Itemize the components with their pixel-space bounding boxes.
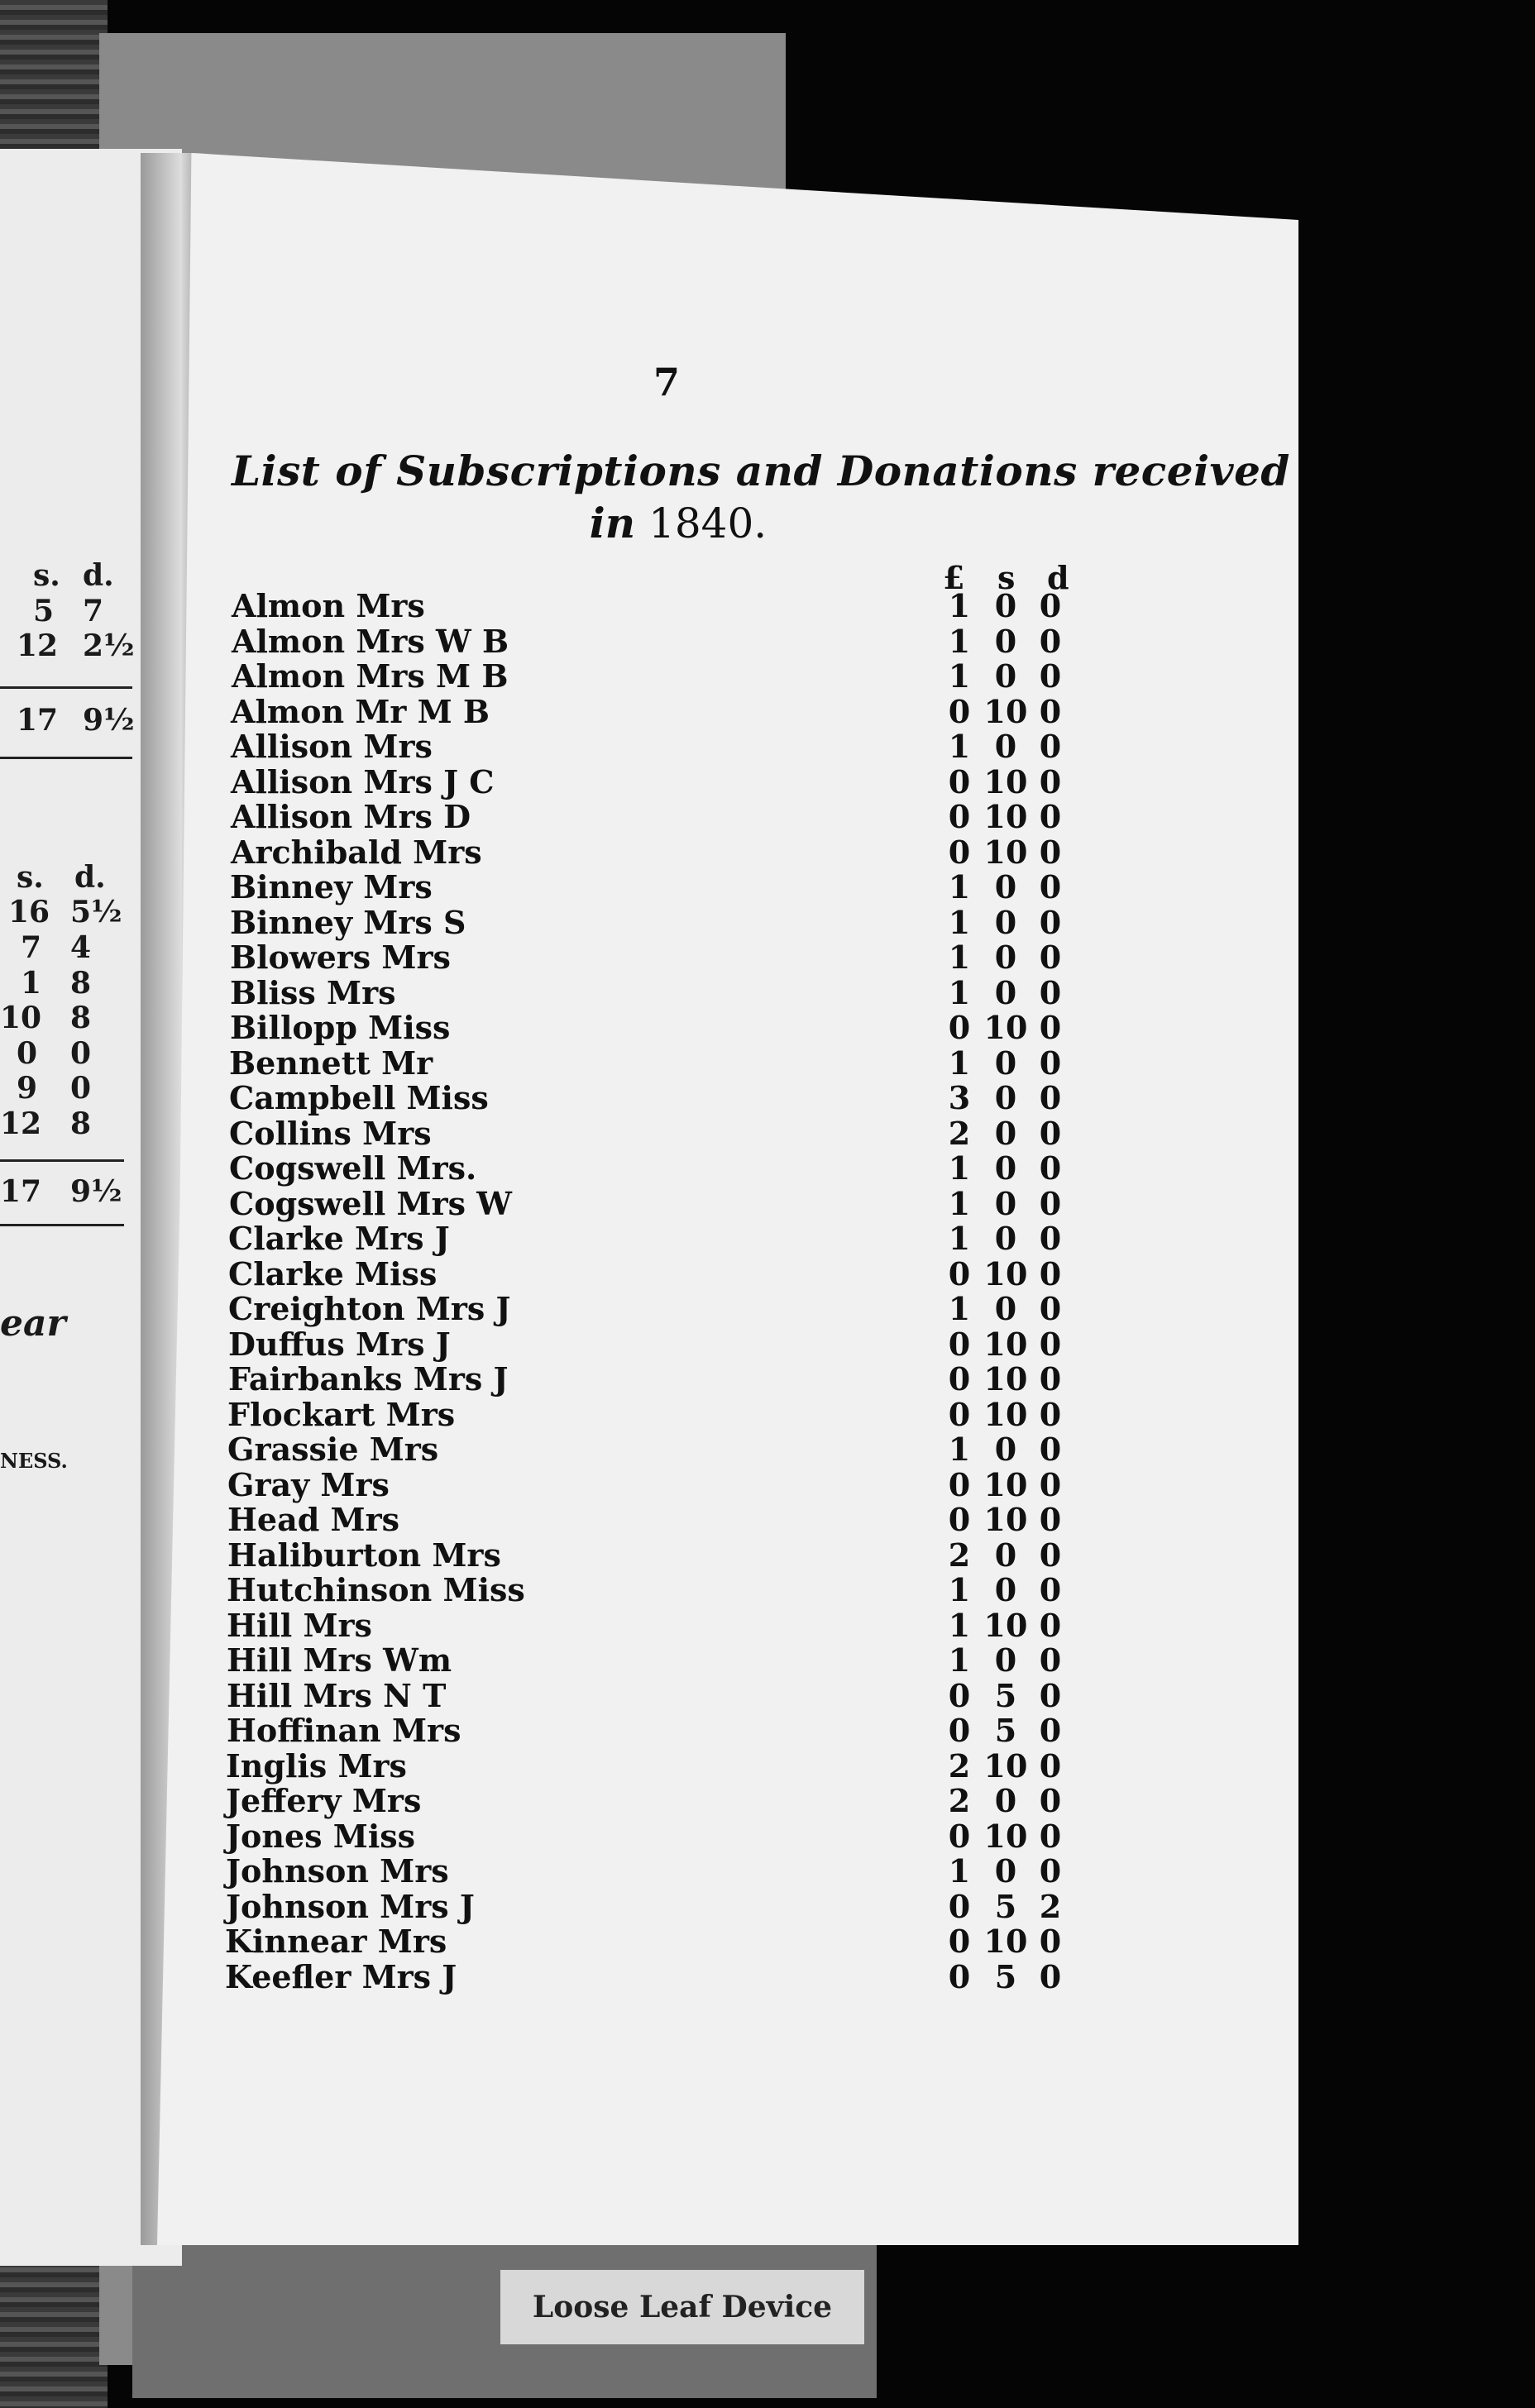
left-value-d: 5½ (70, 895, 122, 929)
amount-pounds: 0 (948, 1009, 971, 1046)
heading-in: in (589, 499, 636, 547)
amount-pence: 0 (1039, 1782, 1062, 1819)
subscriber-name: Hill Mrs Wm (227, 1641, 452, 1679)
subscription-row (215, 1712, 1125, 1747)
amount-pounds: 1 (948, 1641, 971, 1679)
subscriber-name: Cogswell Mrs W (229, 1184, 512, 1222)
amount-shillings: 0 (994, 1044, 1017, 1082)
amount-shillings: 0 (994, 939, 1017, 976)
amount-shillings: 0 (994, 1149, 1017, 1187)
amount-shillings: 10 (983, 1360, 1028, 1398)
amount-pounds: 1 (948, 939, 971, 976)
amount-pence: 0 (1039, 1009, 1062, 1046)
amount-pence: 0 (1039, 1360, 1062, 1398)
subscription-row (215, 693, 1125, 729)
subscriber-name: Archibald Mrs (231, 833, 482, 871)
amount-shillings: 0 (994, 1641, 1017, 1679)
subscription-row (215, 1149, 1125, 1185)
subscriber-name: Keefler Mrs J (225, 1957, 457, 1995)
subscription-row (215, 1641, 1125, 1677)
subscriber-name: Hill Mrs N T (227, 1676, 447, 1714)
amount-pounds: 0 (948, 692, 971, 730)
subscriber-name: Clarke Mrs J (228, 1220, 450, 1257)
subscriber-name: Campbell Miss (229, 1079, 489, 1116)
amount-pence: 0 (1039, 833, 1062, 871)
subscription-row (215, 1818, 1125, 1853)
left-value-d: 8 (70, 966, 92, 1001)
subscription-row (215, 1747, 1125, 1783)
left-value-s: 0 (17, 1036, 38, 1071)
amount-pounds: 0 (948, 1325, 971, 1363)
amount-shillings: 0 (994, 1536, 1017, 1574)
amount-pence: 0 (1039, 1746, 1062, 1784)
subscription-row (215, 1360, 1125, 1396)
left-value-s: 10 (0, 1001, 42, 1035)
amount-shillings: 10 (983, 798, 1028, 835)
subscription-row (215, 1571, 1125, 1607)
subscriber-name: Hutchinson Miss (227, 1571, 525, 1608)
amount-shillings: 0 (994, 1852, 1017, 1890)
subscriber-name: Collins Mrs (229, 1114, 432, 1152)
amount-pounds: 1 (948, 868, 971, 905)
subscriber-name: Fairbanks Mrs J (228, 1360, 509, 1398)
subscription-row (215, 657, 1125, 693)
amount-pence: 0 (1039, 1044, 1062, 1082)
amount-pence: 0 (1039, 1254, 1062, 1292)
subscription-row (215, 798, 1125, 834)
amount-shillings: 0 (994, 973, 1017, 1011)
subscriber-name: Kinnear Mrs (225, 1923, 447, 1960)
amount-pence: 0 (1039, 1957, 1062, 1995)
amount-pence: 0 (1039, 1114, 1062, 1152)
amount-pounds: 1 (948, 728, 971, 765)
amount-pounds: 1 (948, 1431, 971, 1468)
amount-pence: 0 (1039, 1325, 1062, 1363)
amount-shillings: 5 (994, 1676, 1017, 1714)
amount-pence: 0 (1039, 622, 1062, 660)
subscription-row (215, 1255, 1125, 1291)
page-number: 7 (653, 360, 681, 404)
left-total-d: 9½ (70, 1174, 122, 1209)
subscriber-name: Almon Mrs M B (232, 657, 509, 695)
left-value-s: 7 (21, 930, 42, 965)
amount-pounds: 1 (948, 1290, 971, 1327)
subscriber-name: Head Mrs (227, 1501, 399, 1538)
amount-shillings: 0 (994, 1184, 1017, 1222)
subscriber-name: Almon Mr M B (231, 692, 490, 730)
left-word-fragment: ear (0, 1302, 66, 1345)
subscriber-name: Allison Mrs (231, 728, 433, 765)
amount-shillings: 10 (983, 1325, 1028, 1363)
subscriber-name: Flockart Mrs (227, 1395, 456, 1433)
left-rule (0, 757, 132, 759)
amount-pounds: 0 (948, 1360, 971, 1398)
amount-pence: 0 (1039, 1571, 1062, 1608)
heading-title: List of Subscriptions and Donations received (232, 447, 1290, 495)
subscription-row (215, 623, 1125, 658)
amount-shillings: 0 (994, 657, 1017, 695)
amount-shillings: 10 (983, 1923, 1028, 1960)
amount-pence: 0 (1039, 1079, 1062, 1116)
subscription-row (215, 939, 1125, 974)
amount-shillings: 10 (983, 1009, 1028, 1046)
amount-shillings: 0 (994, 1290, 1017, 1327)
amount-pounds: 2 (948, 1536, 971, 1574)
amount-pence: 0 (1039, 1923, 1062, 1960)
amount-shillings: 10 (983, 833, 1028, 871)
subscriber-name: Johnson Mrs (226, 1852, 449, 1890)
amount-pounds: 2 (948, 1782, 971, 1819)
subscriber-name: Inglis Mrs (226, 1746, 407, 1784)
amount-pounds: 0 (948, 798, 971, 835)
amount-pence: 0 (1039, 868, 1062, 905)
amount-pence: 0 (1039, 1184, 1062, 1222)
left-rule (0, 1159, 124, 1162)
amount-shillings: 10 (983, 1746, 1028, 1784)
subscription-row (215, 868, 1125, 904)
amount-pence: 0 (1039, 939, 1062, 976)
subscriber-name: Binney Mrs S (230, 903, 466, 941)
column-header-pence: d (1047, 559, 1069, 596)
subscription-row (215, 1958, 1125, 1994)
subscriber-name: Clarke Miss (228, 1254, 438, 1292)
label-plate-text: Loose Leaf Device (532, 2290, 833, 2324)
subscriber-name: Haliburton Mrs (227, 1536, 501, 1574)
subscription-row (215, 587, 1125, 623)
amount-pounds: 1 (948, 622, 971, 660)
amount-pounds: 1 (948, 1184, 971, 1222)
left-total-d: 9½ (83, 703, 135, 738)
amount-pounds: 0 (948, 1712, 971, 1749)
subscriber-name: Allison Mrs D (231, 798, 471, 835)
amount-pence: 0 (1039, 762, 1062, 800)
amount-shillings: 10 (983, 692, 1028, 730)
left-value-d: 0 (70, 1036, 92, 1071)
amount-shillings: 0 (994, 868, 1017, 905)
subscriber-name: Almon Mrs W B (232, 622, 509, 660)
subscription-row (215, 1185, 1125, 1221)
amount-pounds: 1 (948, 1149, 971, 1187)
amount-shillings: 10 (983, 1254, 1028, 1292)
amount-pence: 0 (1039, 903, 1062, 941)
subscription-row (215, 1220, 1125, 1255)
subscription-row (215, 1009, 1125, 1044)
left-smallcaps-fragment: NESS. (0, 1449, 68, 1473)
left-col-d-header: d. (83, 558, 114, 593)
subscription-row (215, 1501, 1125, 1536)
amount-shillings: 5 (994, 1887, 1017, 1925)
subscription-row (215, 1115, 1125, 1150)
column-header-pounds: £ (943, 559, 965, 596)
subscription-row (215, 1326, 1125, 1361)
amount-pounds: 1 (948, 1852, 971, 1890)
amount-shillings: 0 (994, 1079, 1017, 1116)
subscriber-name: Grassie Mrs (227, 1431, 439, 1468)
subscription-row (215, 1888, 1125, 1923)
amount-pounds: 0 (948, 1676, 971, 1714)
amount-pounds: 1 (948, 1606, 971, 1644)
left-value-s: 12 (0, 1106, 42, 1141)
subscriber-name: Hoffinan Mrs (227, 1712, 461, 1749)
amount-pounds: 0 (948, 1254, 971, 1292)
amount-pounds: 1 (948, 587, 971, 624)
subscription-row (215, 1466, 1125, 1502)
amount-shillings: 10 (983, 1817, 1028, 1855)
amount-shillings: 5 (994, 1957, 1017, 1995)
subscription-row (215, 1396, 1125, 1431)
left-value-s: 1 (21, 966, 42, 1001)
left-col2-s-header: s. (17, 860, 44, 895)
left-total-s: 17 (17, 703, 59, 738)
left-value-d: 8 (70, 1106, 92, 1141)
left-col-s-header: s. (33, 558, 60, 593)
amount-pounds: 1 (948, 903, 971, 941)
subscriber-name: Almon Mrs (232, 587, 425, 624)
subscriber-name: Johnson Mrs J (226, 1887, 475, 1925)
label-plate (500, 2270, 864, 2344)
amount-pounds: 0 (948, 1817, 971, 1855)
left-value-d: 0 (70, 1071, 92, 1106)
amount-shillings: 0 (994, 1431, 1017, 1468)
amount-pounds: 0 (948, 1395, 971, 1433)
subscriber-name: Creighton Mrs J (228, 1290, 511, 1327)
left-rule (0, 686, 132, 689)
subscription-row (215, 1782, 1125, 1818)
amount-pence: 0 (1039, 692, 1062, 730)
amount-pounds: 0 (948, 1465, 971, 1503)
left-value-s: 12 (17, 628, 59, 663)
amount-shillings: 0 (994, 1571, 1017, 1608)
subscriber-name: Jones Miss (226, 1817, 416, 1855)
subscription-row (215, 1079, 1125, 1115)
left-value-d: 7 (83, 594, 104, 628)
heading-year-line (232, 499, 1125, 547)
amount-pence: 0 (1039, 1606, 1062, 1644)
amount-pence: 0 (1039, 1676, 1062, 1714)
amount-pence: 0 (1039, 1852, 1062, 1890)
amount-pence: 0 (1039, 657, 1062, 695)
subscription-row (215, 728, 1125, 763)
amount-pounds: 0 (948, 833, 971, 871)
amount-pence: 0 (1039, 1395, 1062, 1433)
left-value-d: 2½ (83, 628, 135, 663)
amount-pence: 0 (1039, 973, 1062, 1011)
amount-shillings: 5 (994, 1712, 1017, 1749)
subscriber-name: Jeffery Mrs (226, 1782, 422, 1819)
amount-pounds: 1 (948, 1220, 971, 1257)
subscription-row (215, 1677, 1125, 1713)
subscription-list (215, 587, 1125, 1993)
amount-pence: 0 (1039, 728, 1062, 765)
left-total-s: 17 (0, 1174, 42, 1209)
amount-pence: 0 (1039, 798, 1062, 835)
amount-pence: 0 (1039, 1641, 1062, 1679)
amount-shillings: 10 (983, 762, 1028, 800)
left-value-s: 16 (8, 895, 50, 929)
left-value-d: 4 (70, 930, 92, 965)
amount-shillings: 10 (983, 1501, 1028, 1538)
amount-pence: 0 (1039, 1501, 1062, 1538)
subscriber-name: Billopp Miss (230, 1009, 451, 1046)
amount-pounds: 2 (948, 1746, 971, 1784)
subscription-row (215, 834, 1125, 869)
amount-pence: 0 (1039, 587, 1062, 624)
amount-pounds: 0 (948, 1887, 971, 1925)
amount-pounds: 1 (948, 657, 971, 695)
subscriber-name: Bennett Mr (229, 1044, 433, 1082)
amount-pence: 0 (1039, 1431, 1062, 1468)
amount-shillings: 10 (983, 1395, 1028, 1433)
subscription-row (215, 1431, 1125, 1466)
subscription-row (215, 1536, 1125, 1572)
subscriber-name: Gray Mrs (227, 1465, 390, 1503)
subscriber-name: Cogswell Mrs. (229, 1149, 477, 1187)
left-value-s: 5 (33, 594, 55, 628)
left-value-d: 8 (70, 1001, 92, 1035)
subscriber-name: Bliss Mrs (230, 973, 396, 1011)
amount-shillings: 10 (983, 1606, 1028, 1644)
amount-shillings: 0 (994, 1220, 1017, 1257)
subscription-row (215, 1607, 1125, 1642)
subscriber-name: Blowers Mrs (230, 939, 451, 976)
subscriber-name: Allison Mrs J C (231, 762, 495, 800)
amount-pence: 0 (1039, 1149, 1062, 1187)
amount-shillings: 0 (994, 903, 1017, 941)
amount-pounds: 1 (948, 1044, 971, 1082)
amount-pounds: 1 (948, 1571, 971, 1608)
amount-shillings: 10 (983, 1465, 1028, 1503)
column-header-shillings: s (997, 559, 1016, 596)
amount-shillings: 0 (994, 622, 1017, 660)
page-heading (232, 447, 1290, 547)
subscription-row (215, 1852, 1125, 1888)
amount-pounds: 2 (948, 1114, 971, 1152)
amount-shillings: 0 (994, 587, 1017, 624)
subscriber-name: Hill Mrs (227, 1606, 372, 1644)
amount-pence: 0 (1039, 1536, 1062, 1574)
subscriber-name: Binney Mrs (230, 868, 433, 905)
subscription-row (215, 1044, 1125, 1080)
amount-shillings: 0 (994, 1114, 1017, 1152)
amount-pence: 0 (1039, 1817, 1062, 1855)
amount-pounds: 1 (948, 973, 971, 1011)
amount-pence: 0 (1039, 1712, 1062, 1749)
amount-pence: 0 (1039, 1290, 1062, 1327)
amount-shillings: 0 (994, 728, 1017, 765)
amount-pounds: 0 (948, 1501, 971, 1538)
amount-pounds: 0 (948, 1923, 971, 1960)
subscription-row (215, 763, 1125, 799)
left-rule (0, 1224, 124, 1226)
amount-pounds: 0 (948, 1957, 971, 1995)
amount-pounds: 3 (948, 1079, 971, 1116)
subscription-row (215, 1923, 1125, 1958)
subscriber-name: Duffus Mrs J (228, 1325, 451, 1363)
left-col2-d-header: d. (74, 860, 106, 895)
subscription-row (215, 974, 1125, 1010)
amount-pence: 0 (1039, 1220, 1062, 1257)
amount-pence: 2 (1039, 1887, 1062, 1925)
subscription-row (215, 904, 1125, 939)
heading-year: 1840. (648, 499, 768, 547)
left-value-s: 9 (17, 1071, 38, 1106)
amount-shillings: 0 (994, 1782, 1017, 1819)
amount-pounds: 0 (948, 762, 971, 800)
subscription-row (215, 1290, 1125, 1326)
amount-pence: 0 (1039, 1465, 1062, 1503)
